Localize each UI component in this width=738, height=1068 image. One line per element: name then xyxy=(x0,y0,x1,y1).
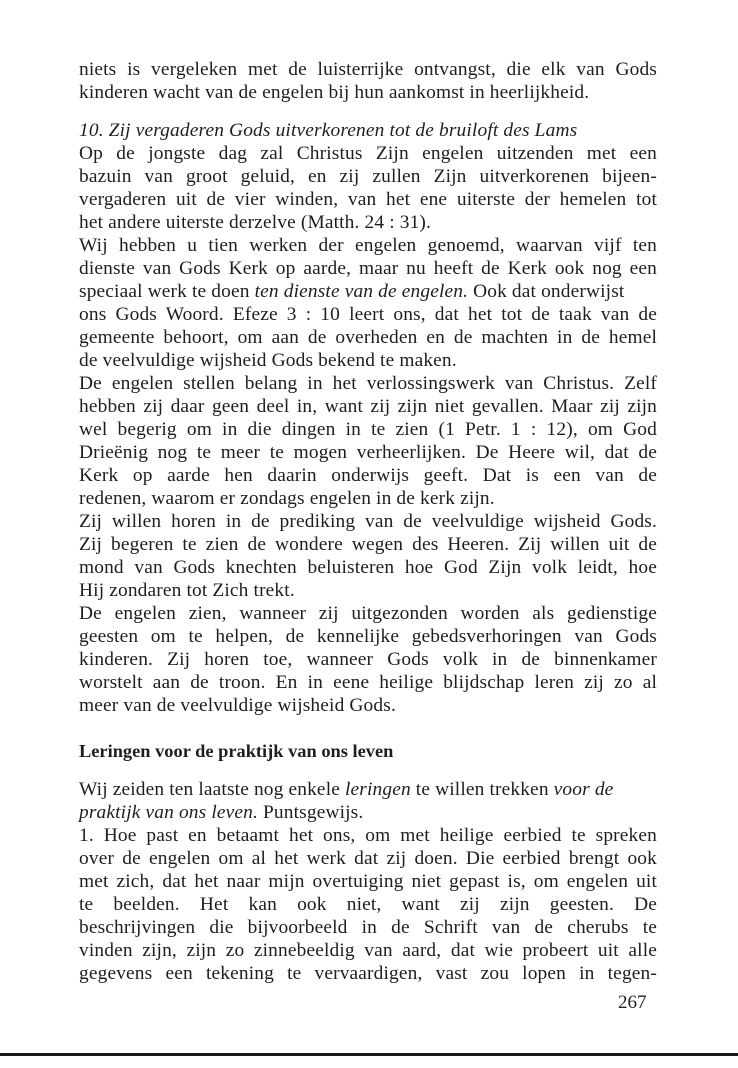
text-run: speciaal werk te doen xyxy=(79,281,255,302)
text-line: geesten om te helpen, de kennelijke gebedsverhoringen van Gods xyxy=(79,626,657,647)
text-line: worstelt aan de troon. En in eene heilige blijdschap leren zij zo al xyxy=(79,672,657,693)
paragraph-verlossingswerk xyxy=(79,372,657,510)
text-line: kinderen wacht van de engelen bij hun aankomst in heerlijkheid. xyxy=(79,82,590,103)
emphasis-text: leringen xyxy=(344,779,411,800)
text-line: bazuin van groot geluid, en zij zullen Zijn uitverkorenen bijeen- xyxy=(79,166,657,187)
text-line: De engelen stellen belang in het verlossingswerk van Christus. Zelf xyxy=(79,373,657,394)
text-line: Hij zondaren tot Zich trekt. xyxy=(79,580,295,601)
text-line: Zij begeren te zien de wondere wegen des Heeren. Zij willen uit de xyxy=(79,534,657,555)
text-run: Wij zeiden ten laatste nog enkele xyxy=(79,779,345,800)
paragraph-prediking xyxy=(79,510,657,602)
section-10 xyxy=(79,119,657,234)
text-line: te beelden. Het kan ook niet, want zij zijn geesten. De xyxy=(79,894,657,915)
text-line: hebben zij daar geen deel in, want zij zijn niet gevallen. Maar zij zijn xyxy=(79,396,657,417)
text-run: Ook dat onderwijst xyxy=(468,281,625,302)
text-line: mond van Gods knechten beluisteren hoe God Zijn volk leidt, hoe xyxy=(79,557,657,578)
emphasis-text: voor de xyxy=(553,779,614,800)
text-line: Drieënig nog te meer te mogen verheerlijken. De Heere wil, dat de xyxy=(79,442,657,463)
page-number: 267 xyxy=(618,992,647,1013)
text-line: Zij willen horen in de prediking van de veelvuldige wijsheid Gods. xyxy=(79,511,657,532)
emphasis-text: ten dienste van de engelen. xyxy=(254,281,469,302)
text-line: de veelvuldige wijsheid Gods bekend te maken. xyxy=(79,350,457,371)
text-line: vinden zijn, zijn zo zinnebeeldig van aard, dat wie probeert uit alle xyxy=(79,940,657,961)
text-line: dienste van Gods Kerk op aarde, maar nu heeft de Kerk ook nog een xyxy=(79,258,657,279)
text-line: 1. Hoe past en betaamt het ons, om met heilige eerbied te spreken xyxy=(79,825,657,846)
text-line: De engelen zien, wanneer zij uitgezonden worden als gedienstige xyxy=(79,603,657,624)
paragraph-leringen xyxy=(79,778,657,985)
text-line: beschrijvingen die bijvoorbeeld in de Schrift van de cherubs te xyxy=(79,917,657,938)
paragraph-gebedsverhoringen xyxy=(79,602,657,717)
text-line xyxy=(79,280,657,303)
text-line: Kerk op aarde hen daarin onderwijs geeft. Dat is een van de xyxy=(79,465,657,486)
text-line: met zich, dat het naar mijn overtuiging niet gepast is, om engelen uit xyxy=(79,871,657,892)
text-line: ons Gods Woord. Efeze 3 : 10 leert ons, dat het tot de taak van de xyxy=(79,304,657,325)
text-line: het andere uiterste derzelve (Matth. 24 : 31). xyxy=(79,212,432,233)
text-line: gegevens een tekening te vervaardigen, vast zou lopen in tegen- xyxy=(79,963,657,984)
text-line: kinderen. Zij horen toe, wanneer Gods volk in de binnenkamer xyxy=(79,649,657,670)
bottom-rule xyxy=(0,1053,738,1056)
page-body xyxy=(79,58,657,985)
text-run: te willen trekken xyxy=(410,779,554,800)
text-line: vergaderen uit de vier winden, van het ene uiterste der hemelen tot xyxy=(79,189,657,210)
paragraph-tien-werken xyxy=(79,234,657,372)
emphasis-text: praktijk van ons leven. xyxy=(79,802,258,823)
text-line: gemeente behoort, om aan de overheden en de machten in de hemel xyxy=(79,327,657,348)
section-10-heading: 10. Zij vergaderen Gods uitverkorenen tot de bruiloft des Lams xyxy=(79,120,578,141)
text-line xyxy=(79,778,657,801)
text-run: Puntsgewijs. xyxy=(258,802,364,823)
text-line: redenen, waarom er zondags engelen in de kerk zijn. xyxy=(79,488,495,509)
text-line: niets is vergeleken met de luisterrijke ontvangst, die elk van Gods xyxy=(79,59,657,80)
text-line: wel begerig om in die dingen in te zien (1 Petr. 1 : 12), om God xyxy=(79,419,657,440)
text-line: Op de jongste dag zal Christus Zijn engelen uitzenden met een xyxy=(79,143,657,164)
text-line xyxy=(79,801,657,824)
text-line: over de engelen om al het werk dat zij doen. Die eerbied brengt ook xyxy=(79,848,657,869)
text-line: meer van de veelvuldige wijsheid Gods. xyxy=(79,695,396,716)
intro-paragraph xyxy=(79,58,657,104)
text-line: Wij hebben u tien werken der engelen genoemd, waarvan vijf ten xyxy=(79,235,657,256)
section-heading: Leringen voor de praktijk van ons leven xyxy=(79,741,394,761)
